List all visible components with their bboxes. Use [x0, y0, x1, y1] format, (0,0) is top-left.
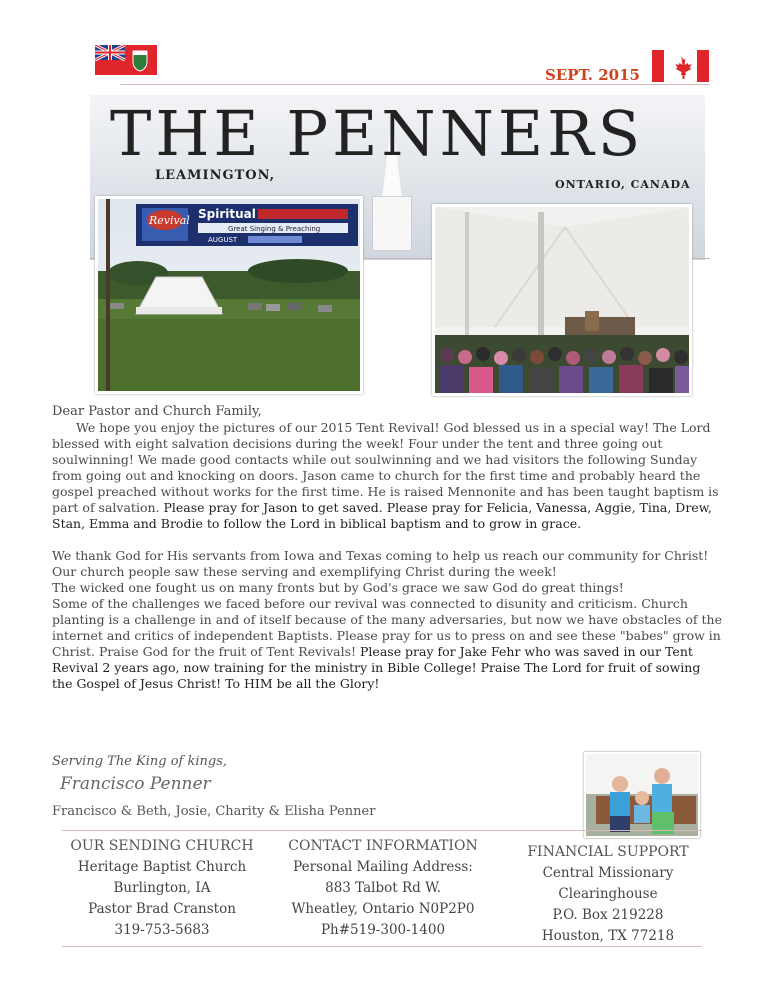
- sending-church-name: Heritage Baptist Church: [77, 859, 247, 875]
- ontario-flag-icon: [95, 45, 157, 75]
- sending-church-block: [68, 836, 256, 941]
- contact-heading: CONTACT INFORMATION: [288, 838, 478, 854]
- sending-church-heading: OUR SENDING CHURCH: [70, 838, 254, 854]
- prayer-request-jake: Please pray for Jake Fehr who was saved in our Tent Revival 2 years ago, now training for the ministry in Bible College! Praise The Lord for fruit of sowing the Gospel of Jesus Christ! To HIM be all the Glory!: [52, 644, 701, 691]
- sending-church-city: Burlington, IA: [113, 880, 211, 896]
- footer-divider-top: [62, 830, 702, 831]
- footer-divider-bottom: [62, 946, 702, 947]
- banner-tagline: Great Singing & Preaching: [228, 225, 321, 233]
- sending-church-phone: 319-753-5683: [114, 922, 210, 938]
- salutation: Dear Pastor and Church Family,: [52, 404, 262, 419]
- contact-info-block: [283, 836, 483, 941]
- sending-church-pastor: Pastor Brad Cranston: [88, 901, 236, 917]
- prayer-request-jason: Please pray for Jason to get saved.: [163, 500, 383, 515]
- family-names: Francisco & Beth, Josie, Charity & Elisha Penner: [52, 804, 376, 819]
- contact-street: 883 Talbot Rd W.: [325, 880, 441, 896]
- financial-city: Houston, TX 77218: [541, 928, 675, 944]
- financial-po-box: P.O. Box 219228: [552, 907, 664, 923]
- issue-date: SEPT. 2015: [545, 66, 640, 84]
- banner-spiritual-text: Spiritual: [198, 207, 256, 221]
- financial-support-block: [508, 842, 708, 947]
- financial-org-line-1: Central Missionary: [542, 865, 674, 881]
- letter-paragraph-1: [52, 420, 722, 532]
- financial-heading: FINANCIAL SUPPORT: [527, 844, 689, 860]
- banner-revival-text: Revival: [149, 214, 190, 227]
- tent-interior-photo: [432, 204, 692, 396]
- letter-paragraph-2-line-3: [52, 596, 722, 692]
- location-city: LEAMINGTON,: [155, 168, 276, 183]
- letter-body: [52, 404, 722, 692]
- canada-flag-icon: [652, 50, 709, 82]
- closing-line: Serving The King of kings,: [52, 754, 228, 769]
- contact-city: Wheatley, Ontario N0P2P0: [291, 901, 475, 917]
- handwritten-signature: Francisco Penner: [60, 774, 211, 794]
- prayer-request-baptism: Please pray for Felicia, Vanessa, Aggie, Tina, Drew, Stan, Emma and Brodie to follow the Lord in biblical baptism and to grow in grace.: [52, 500, 712, 531]
- steeple-tower: [372, 196, 412, 251]
- location-region: ONTARIO, CANADA: [555, 178, 691, 191]
- letter-paragraph-2-line-2: The wicked one fought us on many fronts but by God's grace we saw God do great things!: [52, 580, 624, 595]
- tent-field-photo: [95, 196, 363, 394]
- contact-phone: Ph#519-300-1400: [320, 922, 446, 938]
- children-photo: [584, 752, 700, 838]
- financial-org-line-2: Clearinghouse: [558, 886, 658, 902]
- paragraph-1-text: We hope you enjoy the pictures of our 2015 Tent Revival! God blessed us in a special way! The Lord blessed with eight salvation decisions during the week! Four under the tent and three going out soulwinning! We made good contacts while out soulwinning and we had visitors the following Sunday from going out and knocking on doors. Jason came to church for the first time and probably heard the gospel preached without works for the first time. He is raised Mennonite and has been taught baptism is part of salvation.: [52, 420, 719, 515]
- top-divider: [120, 84, 710, 85]
- banner-month: AUGUST: [208, 236, 238, 244]
- newsletter-title: THE PENNERS: [110, 97, 645, 170]
- paragraph-2-text: Some of the challenges we faced before our revival was connected to disunity and criticism. Church planting is a challenge in and of itself because of the many adversaries, but now we have obstacles of the internet and critics of independent Baptists. Please pray for us to press on and see these "babes" grow in Christ. Praise God for the fruit of Tent Revivals!: [52, 596, 722, 659]
- letter-paragraph-2-line-1: We thank God for His servants from Iowa and Texas coming to help us reach our community for Christ! Our church people saw these serving and exemplifying Christ during the week!: [52, 548, 709, 579]
- contact-label: Personal Mailing Address:: [293, 859, 473, 875]
